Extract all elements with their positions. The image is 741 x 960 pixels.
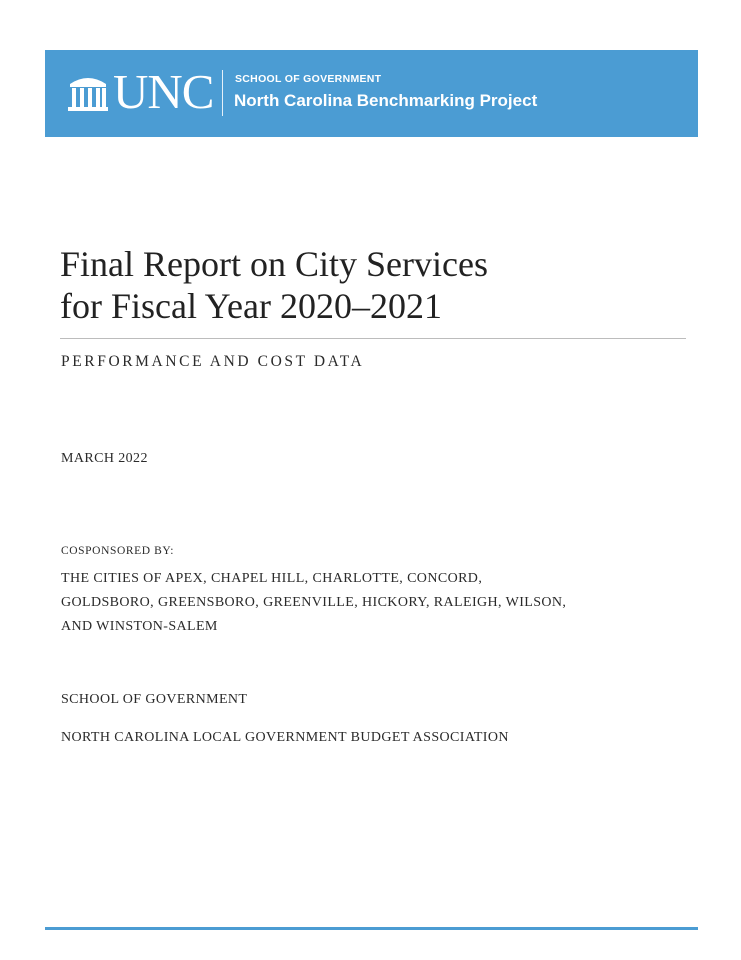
footer-rule <box>45 927 698 930</box>
cosponsor-organization: SCHOOL OF GOVERNMENT <box>61 692 248 707</box>
report-title-line: for Fiscal Year 2020–2021 <box>60 286 442 326</box>
cosponsor-organization: NORTH CAROLINA LOCAL GOVERNMENT BUDGET ASSOCIATION <box>61 730 509 745</box>
report-subtitle: PERFORMANCE AND COST DATA <box>61 353 365 370</box>
unc-logo-text: UNC <box>113 64 214 119</box>
cosponsor-cities-line: THE CITIES OF APEX, CHAPEL HILL, CHARLOTTE, CONCORD, <box>61 571 483 586</box>
cosponsor-cities <box>61 567 691 639</box>
report-title-line: Final Report on City Services <box>60 244 488 284</box>
logo-divider <box>222 70 223 116</box>
cosponsor-cities-line: GOLDSBORO, GREENSBORO, GREENVILLE, HICKORY, RALEIGH, WILSON, <box>61 595 567 610</box>
report-title <box>60 243 690 327</box>
title-divider <box>60 338 686 339</box>
cosponsored-label: COSPONSORED BY: <box>61 545 175 557</box>
report-date: MARCH 2022 <box>61 451 148 466</box>
project-name: North Carolina Benchmarking Project <box>234 91 538 110</box>
header-banner <box>45 50 698 137</box>
cosponsor-cities-line: AND WINSTON-SALEM <box>61 619 218 634</box>
school-label: SCHOOL OF GOVERNMENT <box>235 73 382 85</box>
old-well-icon <box>67 72 109 112</box>
